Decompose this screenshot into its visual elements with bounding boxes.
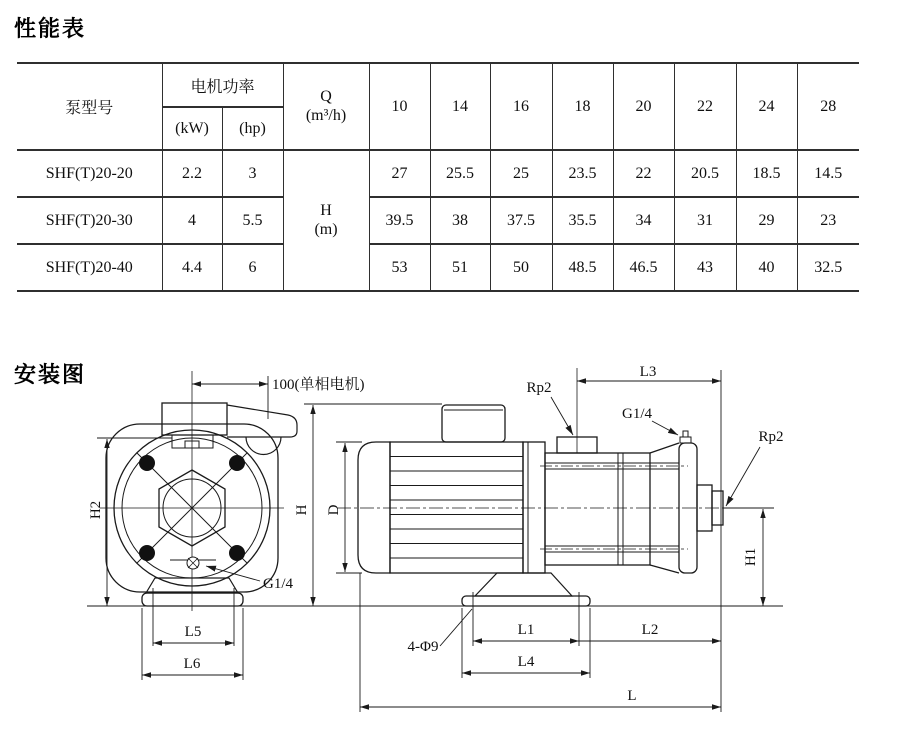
table-cell: 31 (674, 197, 736, 244)
label-l3: L3 (639, 364, 657, 380)
cell-hp: 6 (222, 244, 283, 291)
front-view (100, 371, 297, 646)
label-holes: 4-Φ9 (407, 639, 439, 655)
header-flow-value: 24 (736, 63, 797, 150)
label-l2: L2 (641, 622, 659, 638)
label-d: D (326, 504, 342, 516)
header-flow-value: 18 (552, 63, 613, 150)
label-l6: L6 (183, 656, 201, 672)
label-l5: L5 (184, 624, 202, 640)
cell-kw: 4 (162, 197, 222, 244)
label-h1: H1 (743, 547, 759, 567)
label-rp2-top: Rp2 (526, 380, 552, 396)
header-flow-value: 28 (797, 63, 859, 150)
q-symbol: Q (320, 87, 332, 105)
table-cell: 35.5 (552, 197, 613, 244)
header-flow-value: 10 (369, 63, 430, 150)
table-cell: 38 (430, 197, 490, 244)
header-head-h (283, 150, 369, 291)
label-l: L (627, 688, 637, 704)
table-cell: 39.5 (369, 197, 430, 244)
table-cell: 22 (613, 150, 674, 197)
table-cell: 46.5 (613, 244, 674, 291)
label-motor-offset: 100(单相电机) (272, 377, 365, 393)
header-flow-value: 14 (430, 63, 490, 150)
table-cell: 18.5 (736, 150, 797, 197)
label-rp2-right: Rp2 (758, 429, 784, 445)
label-l1: L1 (517, 622, 535, 638)
table-cell: 25 (490, 150, 552, 197)
h-symbol: H (320, 201, 332, 219)
cell-kw: 4.4 (162, 244, 222, 291)
cell-hp: 5.5 (222, 197, 283, 244)
cell-hp: 3 (222, 150, 283, 197)
table-cell: 53 (369, 244, 430, 291)
q-unit: (m³/h) (305, 106, 347, 124)
header-kw: (kW) (162, 107, 222, 150)
row-model: SHF(T)20-20 (17, 150, 162, 197)
label-h2: H2 (88, 500, 104, 520)
cell-kw: 2.2 (162, 150, 222, 197)
header-power: 电机功率 (162, 63, 283, 107)
side-view-labels (294, 364, 784, 704)
header-model: 泵型号 (17, 63, 162, 150)
table-cell: 32.5 (797, 244, 859, 291)
h-unit: (m) (314, 220, 338, 238)
table-cell: 40 (736, 244, 797, 291)
label-h: H (294, 504, 310, 516)
table-cell: 25.5 (430, 150, 490, 197)
header-flow-value: 20 (613, 63, 674, 150)
table-cell: 34 (613, 197, 674, 244)
label-l4: L4 (517, 654, 535, 670)
side-view-dimensions (304, 370, 774, 712)
table-cell: 23 (797, 197, 859, 244)
table-cell: 20.5 (674, 150, 736, 197)
table-cell: 23.5 (552, 150, 613, 197)
front-view-labels (88, 375, 365, 672)
table-cell: 14.5 (797, 150, 859, 197)
performance-table (17, 62, 859, 292)
header-flow-value: 16 (490, 63, 552, 150)
table-cell: 27 (369, 150, 430, 197)
row-model: SHF(T)20-40 (17, 244, 162, 291)
front-view-dimensions (97, 376, 268, 680)
table-cell: 50 (490, 244, 552, 291)
table-cell: 37.5 (490, 197, 552, 244)
header-flow-q (283, 63, 369, 150)
side-view (337, 368, 772, 646)
header-hp: (hp) (222, 107, 283, 150)
label-g14-side: G1/4 (622, 406, 652, 422)
installation-drawing (0, 355, 900, 733)
table-cell: 48.5 (552, 244, 613, 291)
table-cell: 51 (430, 244, 490, 291)
installation-diagram-title: 安装图 (14, 363, 87, 388)
table-cell: 43 (674, 244, 736, 291)
header-flow-value: 22 (674, 63, 736, 150)
row-model: SHF(T)20-30 (17, 197, 162, 244)
table-cell: 29 (736, 197, 797, 244)
label-g14-front: G1/4 (263, 576, 293, 592)
performance-table-title: 性能表 (14, 17, 87, 42)
